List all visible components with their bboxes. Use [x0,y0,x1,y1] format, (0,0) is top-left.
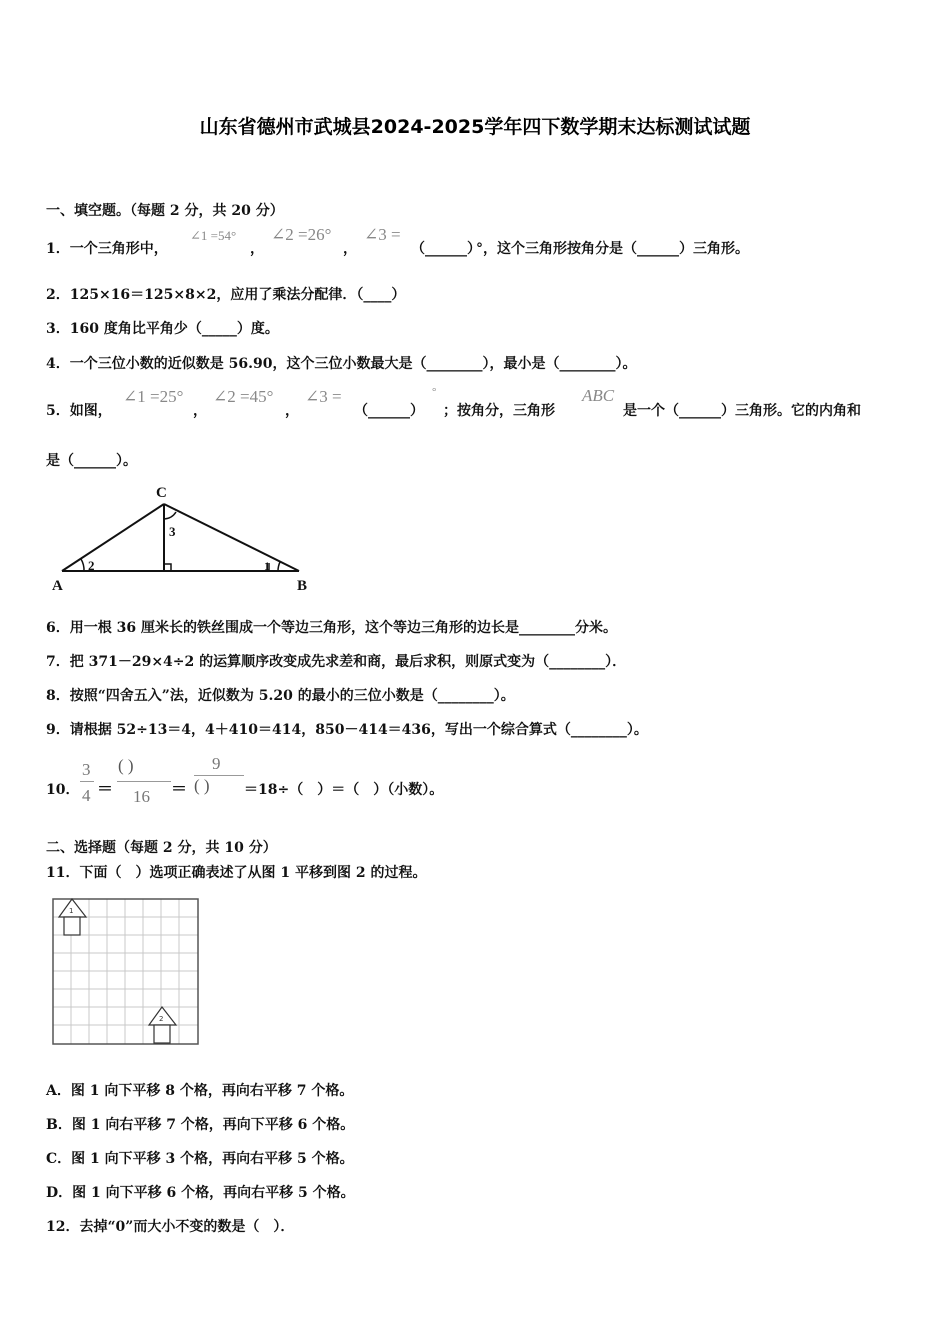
triangle-abc-label: ABC [582,386,615,405]
question-5-angle3: ∠3 = [305,387,342,406]
fraction-2-denominator: 16 [133,787,150,806]
house-1 [59,899,86,935]
question-1-separator: ， [343,241,357,257]
section-2-heading: 二、选择题（每题 2 分，共 10 分） [46,840,277,856]
question-5-line2: 是（______）。 [46,453,137,469]
question-5-angle1: ∠1 =25° [123,387,184,406]
question-10-number: 10． [46,782,80,798]
question-11: 11．下面（ ）选项正确表述了从图 1 平移到图 2 的过程。 [46,865,427,881]
question-1-suffix: °，这个三角形按角分是（______）三角形。 [476,241,749,257]
question-5-angle2: ∠2 =45° [213,387,274,406]
translation-grid-figure [52,898,200,1046]
vertex-b-label: B [297,578,308,594]
fraction-2-bar [117,781,171,782]
question-1-angle2: ∠2 =26° [271,225,332,244]
triangle-figure [44,482,324,597]
option-a[interactable]: A．图 1 向下平移 8 个格，再向右平移 7 个格。 [46,1083,354,1099]
fraction-1-numerator: 3 [82,760,91,779]
angle-1-label: 1 [264,559,270,573]
question-2: 2．125×16＝125×8×2，应用了乘法分配律．（____） [46,287,406,303]
house-2-label: 2 [159,1015,164,1023]
question-5-separator: ， [193,403,207,419]
equals-sign: ＝ [171,779,188,798]
question-1-separator: ， [250,241,264,257]
question-12: 12．去掉“0”而大小不变的数是（ ）． [46,1219,295,1235]
option-d[interactable]: D．图 1 向下平移 6 个格，再向右平移 5 个格。 [46,1185,355,1201]
fraction-1-bar [80,781,94,782]
question-5-prefix: 5．如图， [46,403,112,419]
equals-sign: ＝ [97,779,114,798]
fraction-2-numerator-blank[interactable]: ( ) [118,756,134,775]
question-5-mid: ；按角分，三角形 [443,403,555,419]
question-3: 3．160 度角比平角少（_____）度。 [46,321,279,337]
question-5-suffix: 是一个（______）三角形。它的内角和 [623,403,861,419]
question-4: 4．一个三位小数的近似数是 56.90，这个三位小数最大是（________），最小是（________）。 [46,356,637,372]
option-b[interactable]: B．图 1 向右平移 7 个格，再向下平移 6 个格。 [46,1117,355,1133]
section-1-heading: 一、填空题。（每题 2 分，共 20 分） [46,203,284,219]
fraction-1-denominator: 4 [82,786,91,805]
question-10-tail: ＝18÷（ ）＝（ ）（小数）。 [244,782,444,798]
question-8: 8．按照“四舍五入”法，近似数为 5.20 的最小的三位小数是（________）。 [46,688,515,704]
angle-2-label: 2 [88,558,95,573]
fraction-3-numerator: 9 [212,754,221,773]
vertex-a-label: A [52,578,63,594]
page-title: 山东省德州市武城县2024-2025学年四下数学期末达标测试试题 [199,116,751,138]
question-7: 7．把 371－29×4÷2 的运算顺序改变成先求差和商，最后求积，则原式变为（________）． [46,654,627,670]
question-1-angle3: ∠3 = [364,225,401,244]
question-9: 9．请根据 52÷13＝4，4＋410＝414，850－414＝436，写出一个综合算式（________）。 [46,722,648,738]
option-c[interactable]: C．图 1 向下平移 3 个格，再向右平移 5 个格。 [46,1151,354,1167]
question-5-blank-1[interactable]: （______） [354,403,424,419]
degree-sign: ° [432,386,437,398]
house-2 [149,1007,176,1043]
question-6: 6．用一根 36 厘米长的铁丝围成一个等边三角形，这个等边三角形的边长是________分米。 [46,620,617,636]
question-1-angle1: ∠1 =54° [190,228,237,243]
question-1-prefix: 1．一个三角形中， [46,241,168,257]
house-1-label: 1 [69,907,74,915]
question-1-blank[interactable]: （______） [411,241,481,257]
angle-3-label: 3 [169,524,176,539]
fraction-3-denominator-blank[interactable]: ( ) [194,776,210,795]
vertex-c-label: C [156,485,167,501]
question-5-separator: ， [285,403,299,419]
